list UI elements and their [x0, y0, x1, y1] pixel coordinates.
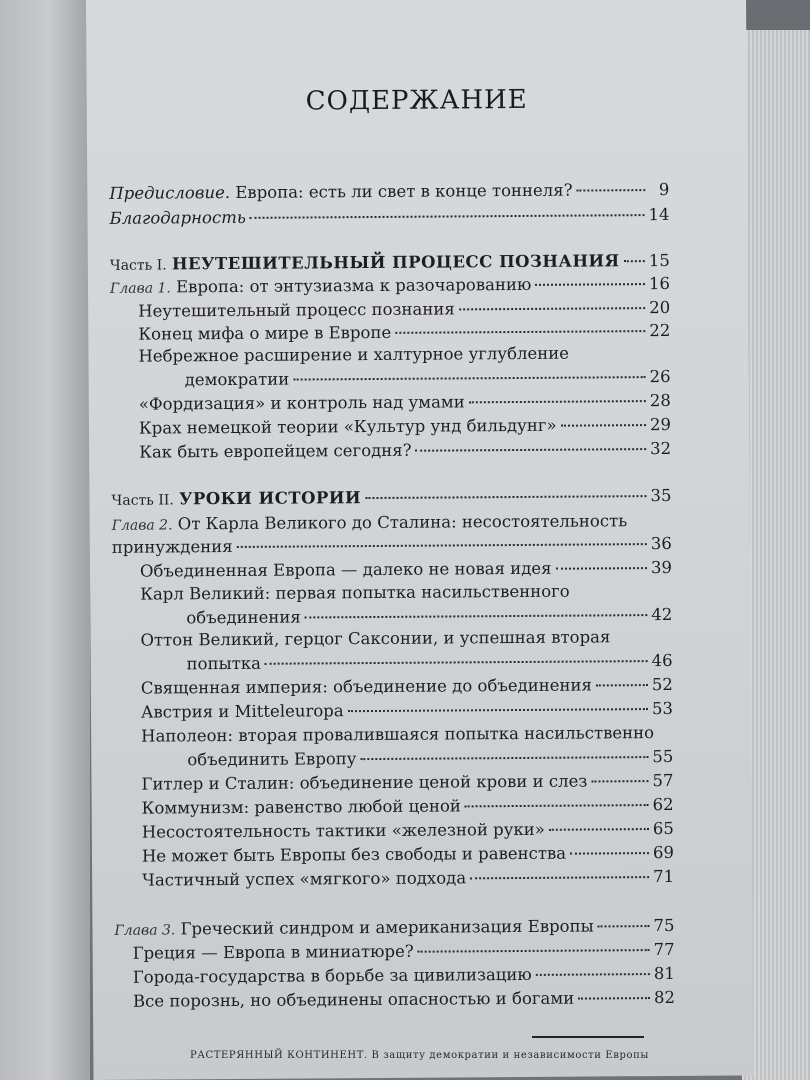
section-title-line1: Карл Великий: первая попытка насильственного: [140, 581, 570, 604]
part-title: УРОКИ ИСТОРИИ: [179, 488, 362, 509]
page-number: 15: [648, 250, 670, 271]
dot-leader: [365, 495, 646, 499]
section-title: Крах немецкой теории «Культур унд бильдунг»: [138, 415, 557, 438]
page-number: 16: [648, 273, 671, 294]
section-title: демократии: [184, 369, 290, 390]
dot-leader: [561, 424, 646, 427]
page-number: 77: [653, 939, 675, 960]
page-number: 65: [652, 818, 674, 839]
page-number: 36: [650, 533, 672, 554]
dot-leader: [535, 283, 645, 286]
page-number: 32: [650, 438, 672, 459]
section-title-line1: Небрежное расширение и халтурное углубление: [138, 343, 570, 366]
page-number: 55: [652, 746, 674, 767]
toc-section: [139, 415, 671, 441]
footer-rule: [532, 1036, 644, 1038]
page-number: 52: [651, 674, 673, 695]
page-number: 62: [652, 794, 674, 815]
toc-section: [142, 795, 674, 821]
part-title: НЕУТЕШИТЕЛЬНЫЙ ПРОЦЕСС ПОЗНАНИЯ: [171, 251, 620, 274]
toc-section: [133, 940, 675, 966]
page-number: 71: [653, 866, 675, 887]
section-title: Города-государства в борьбе за цивилизацию: [132, 964, 532, 987]
section-title: Частичный успех «мягкого» подхода: [142, 868, 467, 890]
toc-part-2: [111, 486, 671, 512]
section-title: Священная империя: объединение до объединения: [140, 675, 592, 698]
page-number: 82: [653, 987, 676, 1008]
entry-label: Европа: есть ли свет в конце тоннеля?: [230, 180, 573, 202]
page-number: 46: [651, 650, 673, 671]
entry-prefix: Предисловие.: [109, 182, 231, 203]
dot-leader: [416, 448, 647, 452]
toc-section: [141, 699, 673, 725]
toc-entry-preface: [109, 180, 669, 206]
dot-leader: [624, 260, 645, 262]
page-number: 69: [652, 842, 675, 863]
page-number: 42: [651, 604, 673, 625]
section-title: Не может быть Европы без свободы и равенства: [141, 843, 567, 866]
section-title: Гитлер и Сталин: объединение ценой крови и слез: [141, 771, 588, 794]
toc-section: [187, 747, 673, 772]
page-number: 57: [652, 770, 674, 791]
toc-section: [142, 819, 674, 845]
toc-section: [142, 867, 674, 893]
section-title: «Фордизация» и контроль над умами: [138, 392, 465, 414]
section-title-line1: Наполеон: вторая провалившаяся попытка насильственно: [141, 723, 655, 746]
page-number: 39: [650, 557, 673, 578]
toc-section: [133, 964, 675, 990]
section-title: Несостоятельность тактики «железной руки»: [141, 819, 545, 842]
book-page: [86, 0, 754, 1080]
page-number: 28: [649, 390, 671, 411]
dot-leader: [348, 708, 648, 712]
dot-leader: [465, 804, 649, 807]
toc-chapter-2: [112, 534, 672, 560]
dot-leader: [293, 376, 645, 380]
dot-leader: [305, 614, 648, 618]
chapter-title: Греческий синдром и американизация Европы: [175, 916, 594, 939]
dot-leader: [549, 828, 649, 831]
section-title: Конец мифа о мире в Европе: [138, 322, 392, 344]
dot-leader: [459, 307, 645, 310]
dot-leader: [470, 876, 649, 879]
toc-part-1: [110, 251, 670, 277]
dot-leader: [577, 189, 646, 191]
dot-leader: [591, 780, 648, 782]
page-number: 81: [653, 963, 675, 984]
toc-section: [139, 391, 671, 417]
dot-leader: [265, 660, 648, 665]
page-number: 75: [653, 915, 675, 936]
dot-leader: [469, 400, 646, 403]
dot-leader: [598, 925, 650, 927]
section-title: Коммунизм: равенство любой ценой: [141, 796, 461, 818]
dot-leader: [578, 997, 650, 1000]
page-title: СОДЕРЖАНИЕ: [305, 84, 528, 117]
page-number: 22: [649, 320, 671, 341]
page-number: 35: [650, 485, 672, 506]
toc-section: [138, 298, 670, 324]
left-page-edge: [0, 0, 90, 1080]
section-title: объединить Европу: [187, 749, 357, 770]
page-number: 9: [658, 179, 670, 200]
dot-leader: [250, 214, 645, 219]
chapter-prefix: Глава 3.: [114, 922, 176, 939]
section-title: Неутешительный процесс познания: [138, 299, 455, 321]
page-number: 53: [651, 698, 674, 719]
dot-leader: [418, 949, 650, 953]
entry-label: Благодарность: [109, 207, 246, 228]
page-number: 14: [648, 204, 670, 225]
toc-section: [185, 367, 671, 392]
toc-chapter-1: [110, 274, 670, 300]
toc-section: [139, 439, 671, 465]
page-number: 29: [649, 414, 672, 435]
toc-entry-acknowledgements: [109, 205, 669, 231]
dot-leader: [570, 852, 649, 855]
part-prefix: Часть II.: [111, 492, 174, 509]
toc-section: [138, 321, 670, 347]
section-title: Греция — Европа в миниатюре?: [132, 941, 414, 963]
running-footer: РАСТЕРЯННЫЙ КОНТИНЕНТ. В защиту демократии и независимости Европы: [190, 1050, 649, 1061]
part-prefix: Часть I.: [109, 257, 167, 274]
chapter-prefix: Глава 2.: [111, 517, 173, 534]
section-title: объединения: [186, 607, 301, 628]
section-title: Объединенная Европа — далеко не новая идея: [139, 558, 552, 581]
page-number: 26: [649, 366, 671, 387]
dot-leader: [237, 543, 647, 548]
chapter-prefix: Глава 1.: [109, 280, 171, 297]
section-title: попытка: [186, 653, 262, 674]
dot-leader: [395, 330, 645, 334]
toc-section: [141, 771, 673, 797]
toc-section: [141, 675, 673, 701]
chapter-title-line1: [112, 511, 628, 534]
dot-leader: [596, 684, 648, 686]
chapter-title: От Карла Великого до Сталина: несостоятельность: [172, 511, 628, 534]
section-title: Все порознь, но объединены опасностью и богами: [132, 988, 575, 1011]
dot-leader: [556, 567, 647, 570]
dot-leader: [360, 756, 648, 760]
section-title-line1: Оттон Великий, герцог Саксонии, и успешная вторая: [140, 627, 611, 650]
toc-section: [142, 843, 674, 869]
chapter-title-line2: принуждения: [111, 536, 233, 557]
toc-chapter-3: [114, 916, 674, 942]
toc-section: [133, 988, 675, 1014]
section-title: Австрия и Mitteleurора: [140, 701, 344, 722]
section-title: Как быть европейцем сегодня?: [139, 440, 412, 462]
page-number: 20: [649, 297, 671, 318]
toc-section: [140, 558, 672, 584]
dot-leader: [536, 973, 650, 976]
chapter-title: Европа: от энтузиазма к разочарованию: [170, 274, 532, 297]
toc-section: [187, 651, 673, 676]
